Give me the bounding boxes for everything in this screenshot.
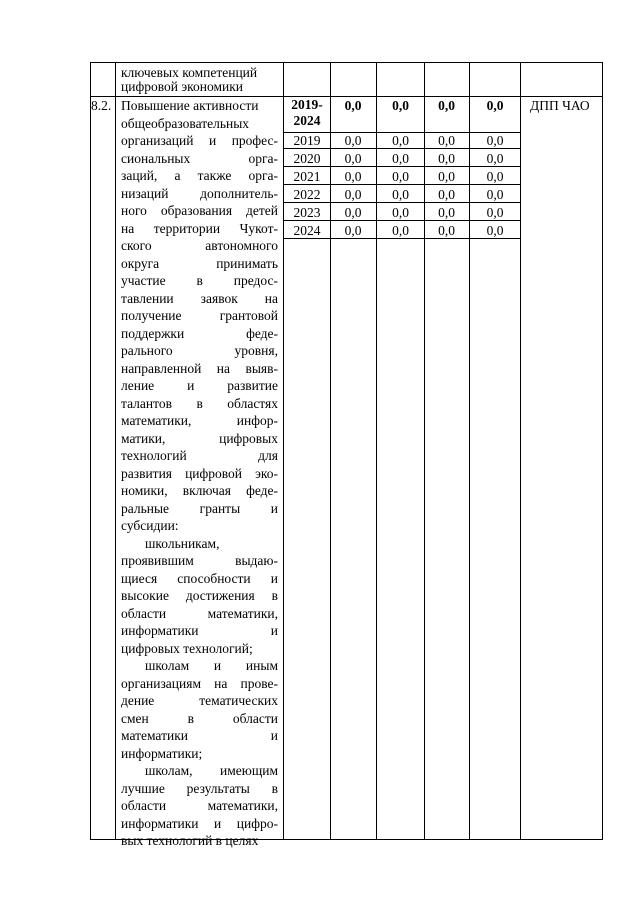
top-row-line-1: ключевых компетенций xyxy=(121,65,258,80)
table-border-left xyxy=(90,62,91,840)
description-line: организациям на прове- xyxy=(121,675,278,691)
description-line: поддержки феде- xyxy=(121,325,278,341)
description-line: технологий для xyxy=(121,448,278,463)
description-line: цифровых технологий; xyxy=(121,640,253,656)
year-value: 0,0 xyxy=(486,169,504,184)
year-label: 2019 xyxy=(293,133,321,148)
description-line: дение тематических xyxy=(121,693,278,708)
year-value: 0,0 xyxy=(344,223,362,238)
description-line: математики и xyxy=(121,728,278,743)
description-line: проявившим выдаю- xyxy=(121,553,278,568)
description-line: школам, имеющим xyxy=(145,763,278,778)
total-value-3: 0,0 xyxy=(438,98,455,113)
description-line: номики, включая феде- xyxy=(121,483,278,498)
year-value: 0,0 xyxy=(392,133,409,148)
description-line: организаций и профес- xyxy=(121,133,278,148)
description-line: направленной на выяв- xyxy=(121,360,278,376)
description-line: смен в области xyxy=(121,710,278,726)
description-line: участие в предос- xyxy=(121,273,278,288)
description-line: школам и иным xyxy=(145,658,278,673)
table-border-right xyxy=(602,62,603,840)
year-value: 0,0 xyxy=(392,187,409,202)
year-value: 0,0 xyxy=(486,205,504,220)
year-value: 0,0 xyxy=(392,151,409,166)
description-line: получение грантовой xyxy=(121,308,278,323)
year-value: 0,0 xyxy=(486,133,504,148)
item-number: 8.2. xyxy=(91,98,112,113)
year-value: 0,0 xyxy=(438,187,455,202)
year-value: 0,0 xyxy=(392,223,409,238)
year-label: 2024 xyxy=(293,223,321,238)
year-value: 0,0 xyxy=(344,169,362,184)
total-period xyxy=(284,97,330,129)
year-value: 0,0 xyxy=(344,205,362,220)
table-border-top xyxy=(90,62,603,63)
description-line: тавлении заявок на xyxy=(121,290,278,306)
year-value: 0,0 xyxy=(486,151,504,166)
description-line: округа принимать xyxy=(121,255,278,271)
year-value: 0,0 xyxy=(438,133,455,148)
description-line: информатики и цифро- xyxy=(121,815,278,831)
year-label: 2020 xyxy=(293,151,321,166)
description-line: заций, а также орга- xyxy=(121,168,278,183)
description-line: субсидии: xyxy=(121,518,179,533)
description-line: низаций дополнитель- xyxy=(121,185,278,201)
description-line: талантов в областях xyxy=(121,395,278,411)
year-label: 2021 xyxy=(293,169,321,184)
year-value: 0,0 xyxy=(344,187,362,202)
description-line: лучшие результаты в xyxy=(121,780,278,796)
year-value: 0,0 xyxy=(438,205,455,220)
description-line: развития цифровой эко- xyxy=(121,465,278,481)
total-value-2: 0,0 xyxy=(392,98,409,113)
year-value: 0,0 xyxy=(438,151,455,166)
description-line: ральные гранты и xyxy=(121,500,278,516)
description-line: рального уровня, xyxy=(121,343,278,358)
year-value: 0,0 xyxy=(486,187,504,202)
description-line: на территории Чукот- xyxy=(121,220,278,236)
description-line: области математики, xyxy=(121,798,278,813)
year-value: 0,0 xyxy=(438,223,455,238)
year-value: 0,0 xyxy=(344,133,362,148)
year-value: 0,0 xyxy=(392,169,409,184)
description-line: информатики; xyxy=(121,745,203,761)
total-value-4: 0,0 xyxy=(486,98,504,113)
description-line: вых технологий в целях xyxy=(121,833,259,848)
year-value: 0,0 xyxy=(392,205,409,220)
col-divider-value4 xyxy=(520,62,521,840)
description-line: школьникам, xyxy=(145,535,220,551)
description-line: математики, инфор- xyxy=(121,413,278,428)
total-period-text: 2019- 2024 xyxy=(291,97,323,128)
description-line: матики, цифровых xyxy=(121,430,278,446)
year-value: 0,0 xyxy=(344,151,362,166)
description-line: ного образования детей xyxy=(121,203,278,218)
description-line: щиеся способности и xyxy=(121,570,278,586)
description-line: общеобразовательных xyxy=(121,115,250,131)
description-line: ление и развитие xyxy=(121,378,278,393)
year-value: 0,0 xyxy=(486,223,504,238)
description-line: информатики и xyxy=(121,623,278,638)
year-value: 0,0 xyxy=(438,169,455,184)
total-value-1: 0,0 xyxy=(344,98,362,113)
top-row-line-2: цифровой экономики xyxy=(121,79,244,94)
year-label: 2022 xyxy=(293,187,321,202)
description-line: области математики, xyxy=(121,605,278,621)
year-label: 2023 xyxy=(293,205,321,220)
description-line: высокие достижения в xyxy=(121,588,278,603)
responsible-party: ДПП ЧАО xyxy=(530,98,590,113)
description-line: Повышение активности xyxy=(121,98,259,113)
description-line: ского автономного xyxy=(121,238,278,253)
col-divider-number xyxy=(115,62,116,840)
description-line: сиональных орга- xyxy=(121,150,278,166)
